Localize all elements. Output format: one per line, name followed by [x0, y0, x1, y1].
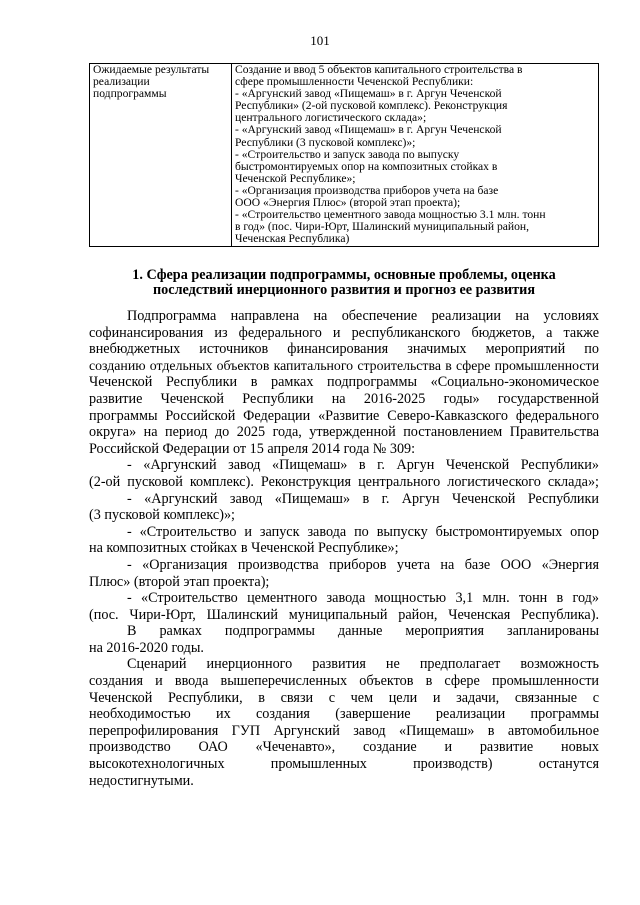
paragraph-line: В рамках подпрограммы данные мероприятия запланированы: [127, 623, 599, 640]
paragraph-line: производство ОАО «Чеченавто», создание и развитие новых: [89, 739, 599, 756]
paragraph-line: (2-ой пусковой комплекс). Реконструкция центрального логистического склада»;: [89, 473, 599, 490]
table-label-line: подпрограммы: [93, 87, 167, 101]
paragraph-line: внебюджетных источников финансирования значимых мероприятий по: [89, 341, 599, 358]
table-content-line: сфере промышленности Чеченской Республики:: [235, 75, 474, 89]
section-heading-line: последствий инерционного развития и прогноз ее развития: [153, 282, 535, 298]
table-row: [90, 64, 599, 247]
paragraph-line: (пос. Чири-Юрт, Шалинский муниципальный район, Чеченская Республика).: [89, 606, 599, 623]
paragraph-line: на композитных стойках в Чеченской Республике»;: [89, 540, 399, 557]
paragraph-line: программы Российской Федерации «Развитие Северо-Кавказского федерального: [89, 407, 599, 424]
table-content-line: - «Аргунский завод «Пищемаш» в г. Аргун Чеченской: [235, 123, 502, 137]
table-content-line: в год» (пос. Чири-Юрт, Шалинский муниципальный район,: [235, 220, 529, 234]
paragraph-line: недостигнутыми.: [89, 772, 194, 789]
table-content-line: ООО «Энергия Плюс» (второй этап проекта);: [235, 196, 461, 210]
table-content-line: Чеченской Республике»;: [235, 171, 356, 185]
table-content-line: Республики» (2-ой пусковой комплекс). Реконструкция: [235, 99, 508, 113]
expected-results-table: [89, 63, 599, 247]
paragraph-line: Сценарий инерционного развития не предполагает возможность: [127, 656, 599, 673]
paragraph-line: - «Строительство цементного завода мощностью 3,1 млн. тонн в год»: [127, 590, 599, 607]
paragraph-line: округа» на период до 2025 года, утвержденной постановлением Правительства: [89, 424, 599, 441]
paragraph-line: высокотехнологичных промышленных производств) останутся: [89, 756, 599, 773]
table-content-line: Чеченская Республика): [235, 232, 350, 246]
table-content-line: Республики (3 пусковой комплекс)»;: [235, 135, 416, 149]
table-content-line: - «Аргунский завод «Пищемаш» в г. Аргун Чеченской: [235, 87, 502, 101]
table-content-line: - «Строительство и запуск завода по выпуску: [235, 147, 460, 161]
paragraph-line: (3 пусковой комплекс)»;: [89, 507, 235, 524]
paragraph-line: - «Аргунский завод «Пищемаш» в г. Аргун Чеченской Республики»: [127, 457, 599, 474]
paragraph-line: - «Организация производства приборов учета на базе ООО «Энергия: [127, 556, 599, 573]
paragraph-line: Подпрограмма направлена на обеспечение реализации на условиях: [127, 308, 599, 324]
paragraph-line: перепрофилирования ГУП Аргунский завод «Пищемаш» в автомобильное: [89, 722, 599, 739]
paragraph-line: Чеченской Республики в рамках подпрограммы «Социально-экономическое: [89, 374, 599, 391]
section-body: [89, 308, 599, 789]
paragraph-line: Плюс» (второй этап проекта);: [89, 573, 270, 590]
paragraph-line: Российской Федерации от 15 апреля 2014 года № 309:: [89, 440, 416, 457]
table-content-line: - «Строительство цементного завода мощностью 3.1 млн. тонн: [235, 208, 546, 222]
table-label-line: Ожидаемые результаты: [93, 63, 210, 76]
paragraph-line: развитие Чеченской Республики на 2016-2025 годы» государственной: [89, 390, 599, 407]
table-label-line: реализации: [93, 75, 150, 89]
page-number: 101: [310, 33, 330, 48]
table-content-line: быстромонтируемых опор на композитных стойках в: [235, 159, 498, 173]
paragraph-line: создания и ввода вышеперечисленных объектов в сфере промышленности: [89, 673, 599, 690]
table-content-line: - «Организация производства приборов учета на базе: [235, 183, 499, 197]
paragraph-line: - «Строительство и запуск завода по выпуску быстромонтируемых опор: [127, 523, 599, 540]
paragraph-line: Чеченской Республики, в связи с чем цели и задачи, связанные с: [89, 689, 599, 706]
table-content-line: центрального логистического склада»;: [235, 111, 427, 125]
paragraph-line: софинансирования из федерального и республиканского бюджетов, а также: [89, 324, 599, 341]
paragraph-line: на 2016-2020 годы.: [89, 639, 204, 656]
paragraph-line: необходимостью их создания (завершение реализации программы: [89, 706, 599, 723]
table-label-cell: [90, 64, 232, 247]
paragraph-line: созданию отдельных объектов капитального строительства в сфере промышленности: [89, 357, 599, 373]
section-heading: [89, 268, 599, 298]
table-content-cell: [232, 64, 599, 247]
paragraph-line: - «Аргунский завод «Пищемаш» в г. Аргун Чеченской Республики: [127, 490, 599, 507]
table-content-line: Создание и ввод 5 объектов капитального строительства в: [235, 63, 523, 76]
section-heading-line: 1. Сфера реализации подпрограммы, основные проблемы, оценка: [132, 267, 556, 283]
